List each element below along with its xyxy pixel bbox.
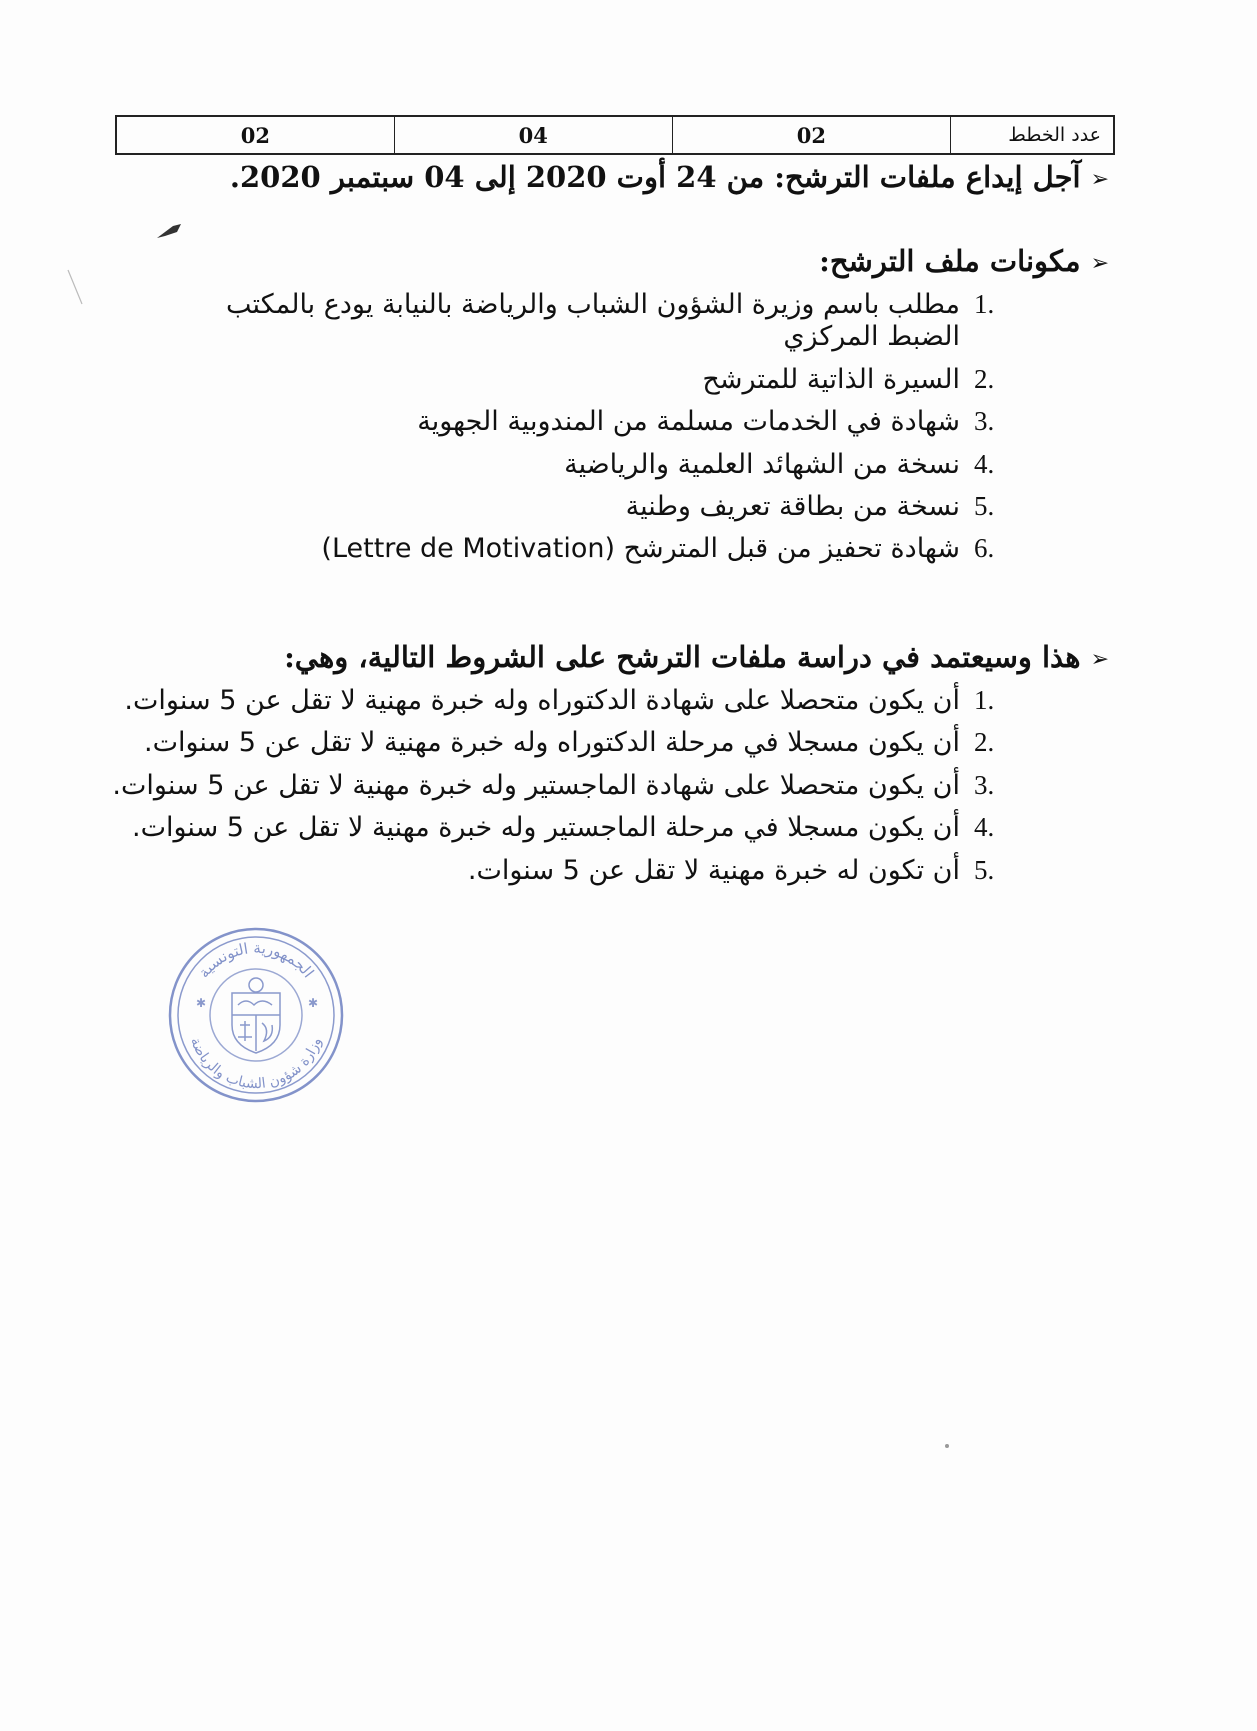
arrow-bullet-icon: ➢ (1090, 646, 1109, 672)
list-item-text: شهادة في الخدمات مسلمة من المندوبية الجهوية (417, 406, 960, 438)
stamp-top-text: الجمهورية التونسية (194, 938, 318, 982)
table-value-cell: 04 (394, 116, 672, 154)
stamp-bottom-text: وزارة شؤون الشباب والرياضة (187, 1035, 325, 1093)
list-item-number: 5. (974, 854, 995, 885)
list-item (212, 288, 1002, 354)
list-item-text: أن يكون متحصلا على شهادة الدكتوراه وله خبرة مهنية لا تقل عن 5 سنوات. (124, 685, 960, 716)
table-value-cell: 02 (116, 116, 394, 154)
list-item-text: أن يكون مسجلا في مرحلة الماجستير وله خبرة مهنية لا تقل عن 5 سنوات. (131, 812, 960, 844)
positions-count-table (115, 115, 1115, 155)
list-item-number: 4. (974, 812, 995, 843)
list-item (212, 405, 1002, 438)
conditions-heading (284, 640, 1109, 674)
svg-text:الجمهورية التونسية (195, 939, 318, 981)
list-item-number: 2. (974, 727, 995, 758)
list-item-number: 3. (974, 769, 995, 800)
list-item-number: 1. (974, 289, 995, 319)
arrow-bullet-icon: ➢ (1090, 166, 1109, 192)
list-item-number: 6. (974, 533, 995, 564)
list-item-text: أن تكون له خبرة مهنية لا تقل عن 5 سنوات. (467, 854, 960, 886)
list-item-number: 4. (974, 448, 995, 479)
scan-line-mark-icon (66, 268, 86, 308)
list-item-number: 5. (974, 490, 995, 521)
list-item-text: نسخة من الشهائد العلمية والرياضية (564, 448, 960, 480)
deadline-line (230, 160, 1109, 194)
deadline-text: آجل إيداع ملفات الترشح: من 24 أوت 2020 إلى 04 سبتمبر 2020. (229, 160, 1081, 194)
list-item-number: 2. (974, 363, 995, 394)
list-item (212, 532, 1002, 565)
list-item-text: مطلب باسم وزيرة الشؤون الشباب والرياضة بالنيابة يودع بالمكتب الضبط المركزي (226, 289, 960, 353)
list-item-number: 1. (974, 685, 995, 715)
list-item-text: شهادة تحفيز من قبل المترشح (Lettre de Motivation) (321, 533, 960, 565)
components-heading (819, 244, 1109, 278)
components-heading-text: مكونات ملف الترشح: (819, 244, 1081, 278)
coat-of-arms-icon (232, 978, 280, 1053)
list-item-text: نسخة من بطاقة تعريف وطنية (625, 490, 960, 522)
list-item (112, 769, 1002, 802)
ministry-stamp-seal (166, 925, 346, 1105)
arrow-bullet-icon: ➢ (1090, 250, 1109, 276)
table-value-cell: 02 (672, 116, 950, 154)
table-label-cell: عدد الخطط (951, 116, 1115, 154)
pen-mark-icon (155, 220, 190, 242)
list-item (112, 726, 1002, 759)
list-item (212, 490, 1002, 523)
scan-speck (945, 1444, 949, 1448)
list-item (212, 363, 1002, 396)
list-item (112, 811, 1002, 844)
list-item (112, 854, 1002, 887)
conditions-heading-text: هذا وسيعتمد في دراسة ملفات الترشح على الشروط التالية، وهي: (284, 640, 1081, 674)
list-item-text: أن يكون مسجلا في مرحلة الدكتوراه وله خبرة مهنية لا تقل عن 5 سنوات. (143, 727, 960, 759)
table-row (116, 116, 1114, 154)
list-item-text: السيرة الذاتية للمترشح (702, 363, 960, 395)
list-item-number: 3. (974, 406, 995, 437)
list-item (112, 684, 1002, 717)
star-icon: ✱ (196, 996, 207, 1010)
list-item (212, 448, 1002, 481)
star-icon: ✱ (308, 996, 319, 1010)
list-item-text: أن يكون متحصلا على شهادة الماجستير وله خبرة مهنية لا تقل عن 5 سنوات. (112, 769, 960, 801)
conditions-list (112, 684, 1002, 896)
components-list (212, 288, 1002, 575)
